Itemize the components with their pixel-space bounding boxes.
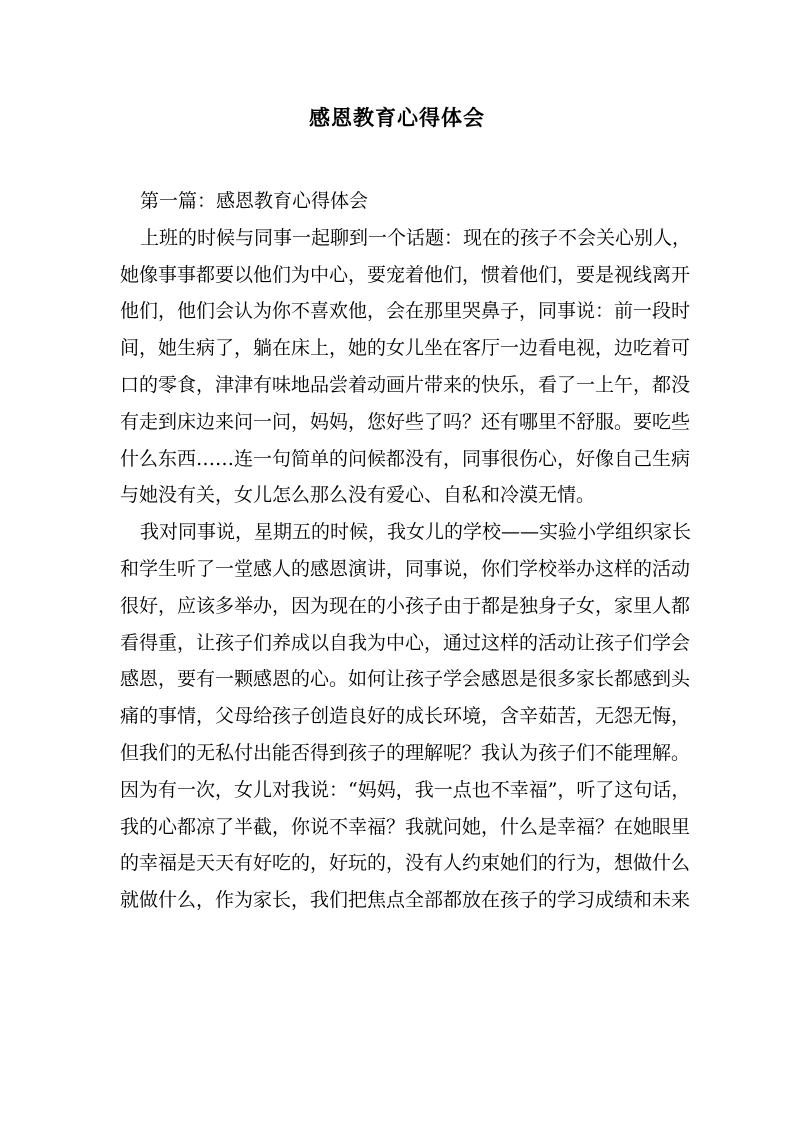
section-heading: 第一篇：感恩教育心得体会 (140, 190, 369, 212)
text-line: 因为有一次，女儿对我说：“妈妈，我一点也不幸福”，听了这句话， (120, 778, 691, 801)
paragraph-2 (120, 514, 692, 919)
text-line: 的幸福是天天有好吃的，好玩的，没有人约束她们的行为，想做什么 (120, 852, 691, 875)
text-line: 什么东西……连一句简单的问候都没有，同事很伤心，好像自己生病 (120, 447, 691, 470)
text-line: 和学生听了一堂感人的感恩演讲，同事说，你们学校举办这样的活动 (120, 557, 691, 580)
text-line: 看得重，让孩子们养成以自我为中心，通过这样的活动让孩子们学会 (120, 631, 691, 654)
document-title: 感恩教育心得体会 (309, 105, 485, 130)
text-line: 很好，应该多举办，因为现在的小孩子由于都是独身子女，家里人都 (120, 594, 691, 617)
text-line: 我对同事说，星期五的时候，我女儿的学校——实验小学组织家长 (140, 521, 692, 544)
text-line: 间，她生病了，躺在床上，她的女儿坐在客厅一边看电视，边吃着可 (120, 337, 691, 360)
text-line: 感恩，要有一颗感恩的心。如何让孩子学会感恩是很多家长都感到头 (120, 668, 691, 691)
text-line: 上班的时候与同事一起聊到一个话题：现在的孩子不会关心别人， (140, 226, 692, 249)
text-line: 有走到床边来问一问，妈妈，您好些了吗？还有哪里不舒服。要吃些 (120, 410, 691, 433)
text-line: 口的零食，津津有味地品尝着动画片带来的快乐，看了一上午，都没 (120, 373, 691, 396)
paragraph-1 (120, 220, 692, 514)
text-line: 我的心都凉了半截，你说不幸福？我就问她，什么是幸福？在她眼里 (120, 815, 691, 838)
text-line: 与她没有关，女儿怎么那么没有爱心、自私和冷漠无情。 (120, 484, 596, 507)
text-line: 就做什么，作为家长，我们把焦点全部都放在孩子的学习成绩和未来 (120, 889, 691, 912)
document-body (120, 183, 692, 919)
text-line: 她像事事都要以他们为中心，要宠着他们，惯着他们，要是视线离开 (120, 263, 691, 286)
text-line: 痛的事情，父母给孩子创造良好的成长环境，含辛茹苦，无怨无悔， (120, 705, 691, 728)
text-line: 他们，他们会认为你不喜欢他，会在那里哭鼻子，同事说：前一段时 (120, 300, 691, 323)
text-line: 但我们的无私付出能否得到孩子的理解呢？我认为孩子们不能理解。 (120, 741, 691, 764)
